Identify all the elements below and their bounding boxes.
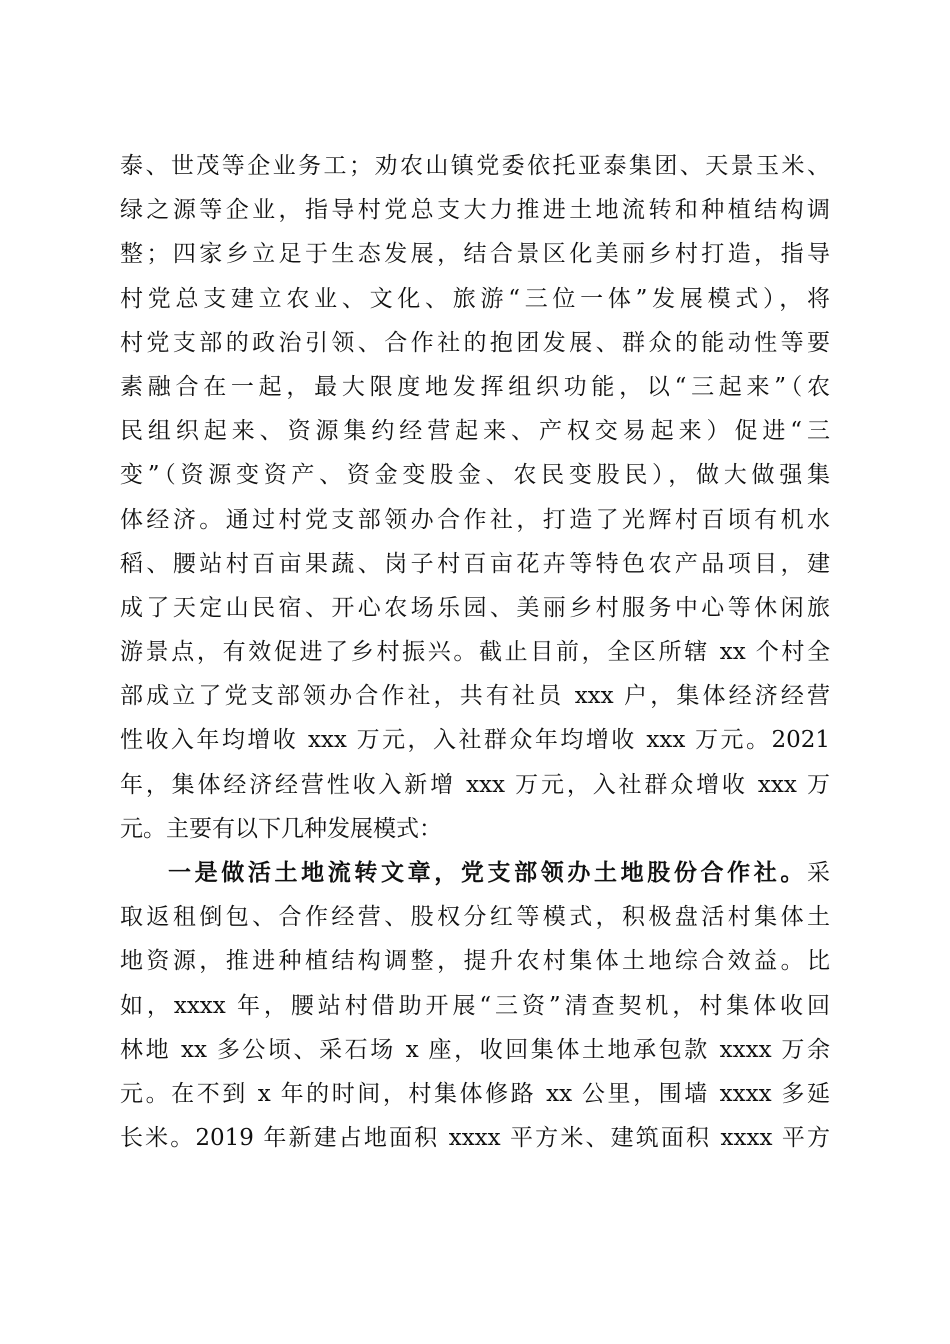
text-line: 成了天定山民宿、开心农场乐园、美丽乡村服务中心等休闲旅 [120, 594, 830, 621]
document-body [120, 144, 830, 1160]
text-line: 性收入年均增收 xxx 万元，入社群众年均增收 xxx 万元。2021 [120, 727, 830, 754]
text-line: 整；四家乡立足于生态发展，结合景区化美丽乡村打造，指导 [120, 241, 830, 268]
text-line: 泰、世茂等企业务工；劝农山镇党委依托亚泰集团、天景玉米、 [120, 153, 830, 179]
text-line: 体经济。通过村党支部领办合作社，打造了光辉村百顷有机水 [120, 506, 830, 533]
text-line: 元。主要有以下几种发展模式： [120, 815, 442, 842]
text-line: 长米。2019 年新建占地面积 xxxx 平方米、建筑面积 xxxx 平方 [120, 1125, 830, 1152]
text-line: 部成立了党支部领办合作社，共有社员 xxx 户，集体经济经营 [120, 683, 830, 710]
text-line: 绿之源等企业，指导村党总支大力推进土地流转和种植结构调 [120, 197, 830, 224]
text-line: 林地 xx 多公顷、采石场 x 座，收回集体土地承包款 xxxx 万余 [120, 1036, 830, 1063]
text-line: 变”（资源变资产、资金变股金、农民变股民），做大做强集 [120, 462, 830, 489]
text-line: 稻、腰站村百亩果蔬、岗子村百亩花卉等特色农产品项目，建 [120, 550, 830, 577]
text-line: 取返租倒包、合作经营、股权分红等模式，积极盘活村集体土 [120, 904, 830, 931]
text-line: 游景点，有效促进了乡村振兴。截止目前，全区所辖 xx 个村全 [120, 639, 830, 666]
text-line: 年，集体经济经营性收入新增 xxx 万元，入社群众增收 xxx 万 [120, 771, 830, 798]
text-line: 村党支部的政治引领、合作社的抱团发展、群众的能动性等要 [120, 329, 830, 356]
text-line: 地资源，推进种植结构调整，提升农村集体土地综合效益。比 [120, 948, 830, 975]
text-line: 民组织起来、资源集约经营起来、产权交易起来）促进“三 [120, 418, 830, 445]
text-line: 村党总支建立农业、文化、旅游“三位一体”发展模式），将 [120, 285, 830, 312]
paragraph-heading-line [120, 851, 830, 895]
text-line: 素融合在一起，最大限度地发挥组织功能，以“三起来”（农 [120, 373, 830, 400]
text-fragment: 采 [807, 860, 830, 886]
text-line: 如，xxxx 年，腰站村借助开展“三资”清查契机，村集体收回 [120, 992, 830, 1019]
text-line: 元。在不到 x 年的时间，村集体修路 xx 公里，围墙 xxxx 多延 [120, 1080, 830, 1107]
paragraph-heading: 一是做活土地流转文章，党支部领办土地股份合作社。 [168, 859, 807, 886]
